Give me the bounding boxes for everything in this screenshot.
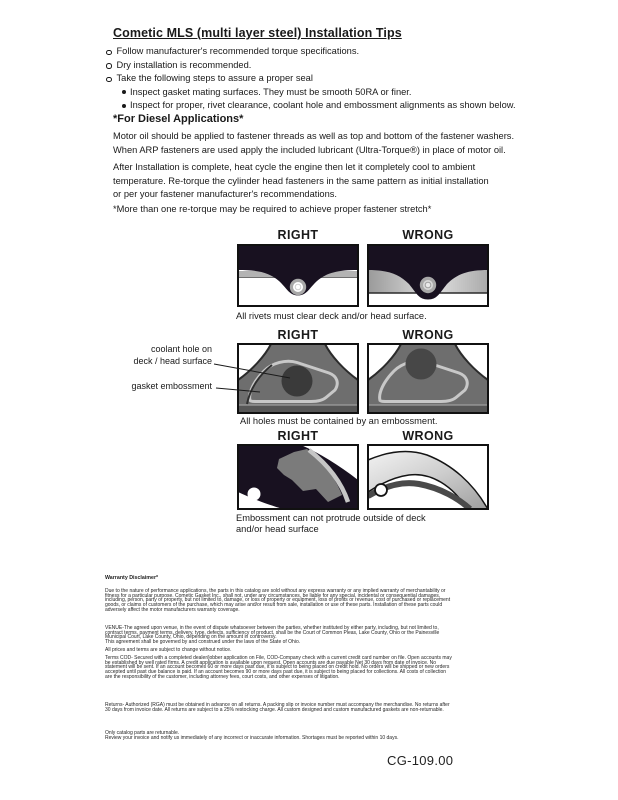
fine-print-line: fitness for a particular purpose. Cometic Gasket Inc., shall not, under any circumstances, be liable for any special, incidental or consequential damages, (105, 592, 441, 599)
warranty-paragraph (105, 656, 452, 680)
diesel-paragraph-1 (113, 130, 514, 157)
wrong-header: WRONG (402, 328, 454, 342)
fine-print-line: VENUE-The agreed upon venue, in the event of dispute whatsoever between the parties, whether instituted by either party, including, but not limited to, (105, 625, 439, 631)
fine-print-line: goods, or claims of customers of the purchase, which may arise and/or result from sale, installation or use of these parts. Installation of these parts could (105, 602, 443, 609)
paragraph-line: temperature. Re-torque the cylinder head fasteners in the same pattern as initial installation (113, 175, 489, 186)
protrusion-right-diagram (237, 444, 359, 510)
fine-print-line: Due to the nature of performance applications, the parts in this catalog are sold without any express warranty or any implied warranty of merchantability or (105, 588, 446, 594)
fine-print-line: be established by well rated firms. A credit application is available upon request. Open accounts are due payable Net 30 days from date of invoice. No (105, 659, 437, 666)
bullet-text: Inspect for proper, rivet clearance, coolant hole and embossment alignments as shown below. (130, 100, 516, 110)
open-bullet-icon (106, 63, 112, 69)
row2-caption: All holes must be contained by an embossment. (240, 416, 438, 426)
list-item (106, 45, 516, 59)
coolant-hole (282, 366, 313, 397)
diesel-paragraph-2 (113, 161, 489, 202)
page-title: Cometic MLS (multi layer steel) Installation Tips (113, 26, 402, 40)
gasket-embossment-label: gasket embossment (131, 381, 212, 391)
bullet-text: Take the following steps to assure a proper seal (116, 73, 313, 83)
bullet-text: Dry installation is recommended. (116, 59, 252, 70)
warranty-paragraph: All prices and terms are subject to change without notice. (105, 647, 232, 653)
right-header: RIGHT (277, 328, 319, 342)
fine-print-line: including, person, party or property, but not limited to, damage, or loss of property or equipment, loss of profits or revenue, cost of purchased or replacement (105, 597, 451, 604)
fine-print-line: Review your invoice and notify us immediately of any incorrect or inaccurate information. Shortages must be reported within 10 days. (105, 734, 399, 741)
protrusion-wrong-diagram (367, 444, 489, 510)
warranty-paragraph (105, 731, 398, 740)
right-header: RIGHT (277, 228, 319, 242)
diesel-heading: *For Diesel Applications* (113, 113, 244, 125)
bullet-text: Inspect gasket mating surfaces. They must be smooth 50RA or finer. (130, 86, 412, 97)
open-bullet-icon (106, 50, 112, 56)
label-line: deck / head surface (133, 355, 212, 366)
embossment-inside-illustration (237, 444, 359, 510)
fine-print-line: This agreement shall be governed by and construed under the laws of the State of Ohio. (105, 639, 301, 646)
rivet-clear-illustration (237, 244, 359, 307)
warranty-paragraph (105, 703, 450, 712)
filled-bullet-icon (122, 90, 126, 94)
hole-outside-illustration (367, 343, 489, 414)
list-item (122, 99, 516, 113)
list-item (122, 86, 516, 100)
bullet-list (106, 45, 516, 113)
filled-bullet-icon (122, 104, 126, 108)
paragraph-line: After Installation is complete, heat cycle the engine then let it completely cool to ambient (113, 162, 476, 172)
fine-print-line: adversely affect the motor manufacturers warranty coverage. (105, 606, 240, 613)
rivet-right-diagram (237, 244, 359, 307)
paragraph-line: or per your fastener manufacturer's recommendations. (113, 189, 337, 199)
fine-print-line: 30 days from invoice date. All returns are subject to a 25% restocking charge. All custom designed and custom manufactured gaskets are non-returnable. (105, 706, 444, 713)
list-item (106, 72, 516, 86)
embossment-protruding-illustration (367, 444, 489, 510)
fine-print-line: Terms COD- Secured with a completed dealer/jobber application on File, COD-Company check with a current credit card number on file. Open accounts may (105, 655, 452, 661)
fine-print-line: Returns- Authorized (RGA) must be obtained in advance on all returns. A packing slip or invoice number must accompany the merchandise. No returns after (105, 702, 450, 708)
coolant-hole-label (108, 344, 212, 367)
coolant-hole (406, 349, 437, 380)
warranty-paragraph (105, 626, 439, 645)
bolt-hole (375, 484, 387, 496)
bolt-hole (248, 488, 261, 501)
fine-print-line: Municipal Court, Lake County, Ohio, depending on the amount in controversy. (105, 634, 277, 641)
list-item (106, 59, 516, 73)
fine-print-line: are the responsibility of the customer, including attorney fees, court costs, and other expenses of litigation. (105, 673, 340, 680)
page-number: CG-109.00 (387, 753, 454, 768)
hole-contained-illustration (237, 343, 359, 414)
paragraph-line: When ARP fasteners are used apply the included lubricant (Ultra-Torque®) in place of motor oil. (113, 144, 506, 155)
bullet-text: Follow manufacturer's recommended torque specifications. (116, 46, 360, 56)
embossment-wrong-diagram (367, 343, 489, 414)
right-header: RIGHT (277, 429, 319, 443)
row1-caption: All rivets must clear deck and/or head surface. (236, 311, 427, 321)
fine-print-line: accepted until past due balance is paid. If an account becomes 90 or more days past due, it is subject to being placed for collections. All costs of collection (105, 669, 447, 676)
embossment-right-diagram (237, 343, 359, 414)
open-bullet-icon (106, 77, 112, 83)
warranty-heading: Warranty Disclaimer* (105, 575, 159, 581)
row3-caption (236, 513, 426, 535)
warranty-paragraph (105, 589, 450, 613)
caption-line: and/or head surface (236, 524, 319, 534)
caption-line: Embossment can not protrude outside of deck (236, 513, 426, 523)
fine-print-line: contract terms, payment terms, delivery, type, defects, sufficiency of product, shall be the Court of Common Pleas, Lake County, Ohio or the Painesville (105, 629, 440, 636)
rivet-wrong-diagram (367, 244, 489, 307)
fine-print-line: Only catalog parts are returnable. (105, 730, 180, 736)
fine-print-line: statement will be sent. If an account becomes 60 or more days past due, it is subject to being placed on credit hold. No orders will be shipped or new orders (105, 664, 450, 671)
wrong-header: WRONG (402, 228, 454, 242)
paragraph-line: Motor oil should be applied to fastener threads as well as top and bottom of the fastener washers. (113, 131, 515, 141)
wrong-header: WRONG (402, 429, 454, 443)
retorque-note: *More than one re-torque may be required to achieve proper fastener stretch* (113, 204, 432, 214)
label-line: coolant hole on (150, 344, 212, 354)
rivet-blocked-illustration (367, 244, 489, 307)
